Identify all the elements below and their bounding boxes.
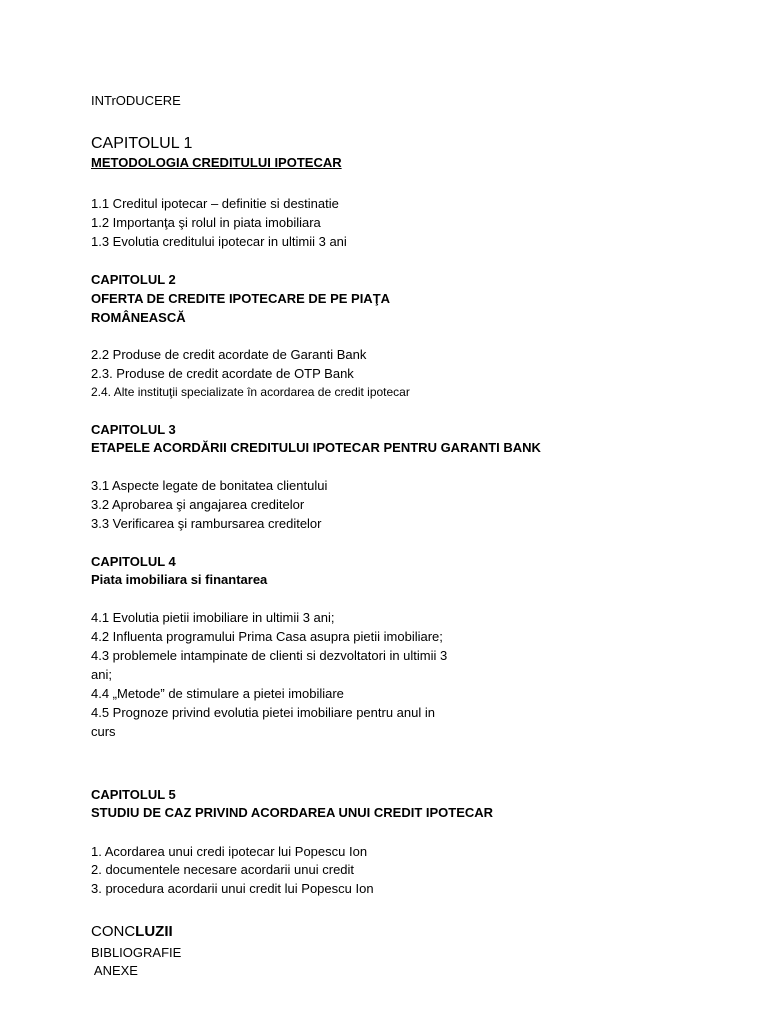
conclusions-heading-part: CONC — [91, 923, 136, 940]
toc-item: 4.2 Influenta programului Prima Casa asupra pietii imobiliare; — [91, 629, 443, 644]
toc-item: 2.2 Produse de credit acordate de Garanti Bank — [91, 347, 367, 362]
chapter-2-heading: CAPITOLUL 2 — [91, 272, 176, 287]
toc-item: 4.1 Evolutia pietii imobiliare in ultimii 3 ani; — [91, 610, 335, 625]
toc-item: 1. Acordarea unui credi ipotecar lui Popescu Ion — [91, 844, 368, 859]
toc-item: 3.3 Verificarea şi rambursarea creditelor — [91, 516, 322, 531]
chapter-3-title: ETAPELE ACORDĂRII CREDITULUI IPOTECAR PENTRU GARANTI BANK — [91, 440, 541, 455]
toc-item: 2.4. Alte instituţii specializate în acordarea de credit ipotecar — [91, 385, 410, 399]
chapter-2-title: OFERTA DE CREDITE IPOTECARE DE PE PIAŢA — [91, 291, 391, 306]
toc-item: 3.2 Aprobarea şi angajarea creditelor — [91, 497, 305, 512]
toc-item: 4.3 problemele intampinate de clienti si dezvoltatori in ultimii 3 — [91, 648, 448, 663]
chapter-1-heading: CAPITOLUL 1 — [91, 135, 193, 152]
conclusions-heading-part-bold: LUZII — [135, 923, 173, 940]
bibliography-heading: BIBLIOGRAFIE — [91, 945, 182, 960]
toc-item: 1.1 Creditul ipotecar – definitie si destinatie — [91, 196, 339, 211]
conclusions-heading — [91, 924, 173, 940]
introduction-heading: INTrODUCERE — [91, 93, 181, 108]
chapter-4-title: Piata imobiliara si finantarea — [91, 572, 268, 587]
toc-item: 4.5 Prognoze privind evolutia pietei imobiliare pentru anul in — [91, 705, 435, 720]
toc-item: 2. documentele necesare acordarii unui credit — [91, 862, 355, 877]
toc-item: 3.1 Aspecte legate de bonitatea clientului — [91, 478, 328, 493]
toc-item-continued: curs — [91, 724, 116, 739]
chapter-2-title-continued: ROMÂNEASCĂ — [91, 310, 186, 325]
chapter-1-title: METODOLOGIA CREDITULUI IPOTECAR — [91, 155, 342, 170]
toc-item: 1.2 Importanţa şi rolul in piata imobiliara — [91, 215, 321, 230]
chapter-3-heading: CAPITOLUL 3 — [91, 422, 176, 437]
annexes-heading: ANEXE — [91, 963, 138, 978]
toc-item: 4.4 „Metode” de stimulare a pietei imobiliare — [91, 686, 344, 701]
chapter-4-heading: CAPITOLUL 4 — [91, 554, 176, 569]
toc-item-continued: ani; — [91, 667, 112, 682]
chapter-5-title: STUDIU DE CAZ PRIVIND ACORDAREA UNUI CREDIT IPOTECAR — [91, 805, 494, 820]
toc-item: 2.3. Produse de credit acordate de OTP Bank — [91, 366, 354, 381]
toc-item: 1.3 Evolutia creditului ipotecar in ultimii 3 ani — [91, 234, 347, 249]
chapter-5-heading: CAPITOLUL 5 — [91, 787, 176, 802]
toc-item: 3. procedura acordarii unui credit lui Popescu Ion — [91, 881, 374, 896]
